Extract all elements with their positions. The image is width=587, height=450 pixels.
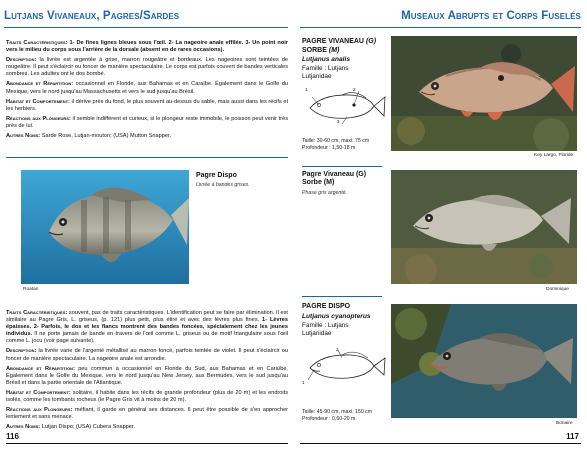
mutton-snapper-photo-illustration xyxy=(391,36,577,151)
cubera-snapper-reef-photo-illustration xyxy=(391,304,577,418)
species1-photo-location: Key Largo, Floride xyxy=(534,153,574,158)
traits2-text-b: 1- Lèvres épaisses. 2- Parfois, le dos et les flancs montrent des bandes foncées, spécialement chez les jeunes individus. xyxy=(6,317,288,338)
autres-paragraph xyxy=(6,133,288,140)
species1-scientific: Lutjanus analis xyxy=(302,56,350,63)
abondance-label: Abondance et Répartition: xyxy=(6,81,74,88)
species1-marker-3: 3 xyxy=(337,119,340,124)
species-separator-1 xyxy=(302,166,382,167)
species3-family2: Lutjanidae xyxy=(302,330,332,337)
species-separator-2 xyxy=(302,296,382,297)
description-text: la livrée est argentée à grise, marron rougeâtre et bordeaux. Les nageoires sont teintées de rougeâtre. Il peut s'éclaircir ou foncer de manière spectaculaire. Le corps est parfois couvert de bandes verticales sombres. Les adultes ont le dos bombé. xyxy=(6,57,288,78)
abondance2-paragraph xyxy=(6,366,288,387)
species3-scientific: Lutjanus cyanopterus xyxy=(302,313,371,320)
silver-snapper-photo-illustration xyxy=(391,170,577,284)
species3-depth: Profondeur : 0,60-20 m xyxy=(302,416,356,422)
traits2-paragraph xyxy=(6,310,288,345)
traits-paragraph xyxy=(6,40,288,54)
abondance-text: occasionnel en Floride, aux Bahamas et en Caraïbe. Également dans le Golfe du Mexique, vers le nord jusqu'au Massachusetts et vers le sud jusqu'au Brésil. xyxy=(6,81,288,95)
abondance2-text: peu commun à occasionnel en Floride du Sud, aux Bahamas et en Caraïbe. Également dans le Golfe du Mexique, vers le nord jusqu'au New Jersey, aux Bermudes, vers le sud jusqu'au Brésil et dans la partie orientale de l'Atlantique. xyxy=(6,365,288,386)
traits2-label: Traits Caractéristiques: xyxy=(6,310,68,316)
page-number-right: 117 xyxy=(566,432,579,441)
top-text-block xyxy=(6,40,288,143)
species1-marker-1: 1 xyxy=(305,87,308,92)
right-header-rule xyxy=(300,27,581,28)
species1-title-b-suffix: (M) xyxy=(328,46,340,54)
species1-fish-diagram xyxy=(302,86,387,126)
left-footer-rule xyxy=(6,443,288,444)
traits-text: 1- De fines lignes bleues sous l'œil. 2- La nageoire anale effilée. 3- Un point noir vers le milieu du corps sous l'arrière de la dorsale (absent en de rares occasions). xyxy=(6,40,288,54)
autres2-label: Autres Noms: xyxy=(6,424,41,431)
species3-size: Taille: 45-90 cm, maxi. 150 cm xyxy=(302,409,373,415)
right-page-header: Museaux Abrupts et Corps Fuselés xyxy=(401,10,581,22)
species3-photo xyxy=(391,304,577,418)
species1-size: Taille: 30-60 cm, maxi. 75 cm xyxy=(302,138,370,144)
abondance2-label: Abondance et Répartition: xyxy=(6,365,75,372)
species1-title-a: PAGRE VIVANEAU xyxy=(302,38,364,45)
traits-label: Traits Caractéristiques: xyxy=(6,40,68,46)
abondance-paragraph xyxy=(6,81,288,95)
species1-title-suffix: (G) xyxy=(365,38,377,45)
reactions2-text: méfiant, il garde en général ses distances. Il peut être possible de s'en approcher lentement et sans menace. xyxy=(6,407,288,421)
description-paragraph xyxy=(6,57,288,78)
autres-label: Autres Noms: xyxy=(6,133,41,140)
species1-family: Famille : Lutjans xyxy=(302,65,349,72)
left-page-header: Lutjans Vivaneaux, Pagres/Sardes xyxy=(4,10,180,22)
reactions-text: il semble indifférent et curieux, si le plongeur reste immobile, le poisson peut venir très près de lui. xyxy=(6,115,288,129)
left-header-rule xyxy=(4,27,288,28)
description2-text: la livrée varie de l'argenté métallisé au marron foncé, parfois teintée de violet. Il peut s'éclaircir ou foncer de manière spectaculaire. La nageoire anale est arrondie. xyxy=(6,348,288,362)
species3-family: Famille : Lutjans xyxy=(302,322,349,329)
species3-photo-location: Bonaire xyxy=(556,421,573,426)
autres2-paragraph xyxy=(6,424,288,431)
species3-title: PAGRE DISPO xyxy=(302,303,351,310)
habitat2-paragraph xyxy=(6,390,288,404)
fish-photo-illustration xyxy=(21,170,189,284)
species2-photo xyxy=(391,170,577,284)
reactions-label: Réactions aux Plongeurs: xyxy=(6,115,71,122)
habitat2-text: solitaire, il habite dans les récifs de grande profondeur (plus de 20 m) et les endroits isolés, comme les tombants rocheux (le Pagre Gris vit à moins de 20 m). xyxy=(6,389,288,404)
reactions-paragraph xyxy=(6,116,288,130)
description2-label: Description: xyxy=(6,348,37,355)
species2-subtitle: Phase gris argenté. xyxy=(302,190,347,196)
section-separator xyxy=(6,157,288,158)
species1-title-b: SORBE xyxy=(302,46,327,54)
habitat-text: il dérive près du fond, le plus souvent au-dessus du sable, mais aussi dans les récifs et les herbiers. xyxy=(6,98,288,112)
cubera-snapper-photo xyxy=(21,170,189,284)
species1-depth: Profondeur : 1,50-18 m xyxy=(302,145,356,151)
species1-marker-2: 2 xyxy=(353,87,356,92)
species2-title: Pagre Vivaneau (G) xyxy=(302,171,367,178)
habitat-label: Habitat et Comportement: xyxy=(6,98,70,105)
habitat2-label: Habitat et Comportement: xyxy=(6,389,71,396)
habitat-paragraph xyxy=(6,99,288,113)
traits2-text-c: Il ne porte jamais de bande en travers de l'œil comme L. griseus ou de motif triangulaire sous l'œil comme L. jocu (voir page suivante). xyxy=(6,331,288,345)
photo-location-caption: Roatan xyxy=(23,287,39,292)
page-number-left: 116 xyxy=(6,432,19,441)
species1-title xyxy=(302,38,376,55)
reactions2-paragraph xyxy=(6,407,288,421)
right-page xyxy=(294,0,587,450)
autres-text: Sarde Rose, Lutjan-mouton; (USA) Mutton Snapper. xyxy=(41,133,172,140)
species2-photo-location: Dominique xyxy=(546,287,569,292)
bottom-text-block xyxy=(6,310,288,434)
right-footer-rule xyxy=(300,443,581,444)
traits2-text-a: souvent, pas de traits caractéristiques. L'identification peut se faire par élimination. Il est similaire au Pagre Gris, L. griseus, (p. 121) plus petit, plus étiré et avec des lèvres plus fines. xyxy=(6,310,288,324)
autres2-text: Lutjan Dispo; (USA) Cubera Snapper. xyxy=(41,424,136,431)
species2-title-b: Sorbe (M) xyxy=(302,179,335,186)
reactions2-label: Réactions aux Plongeurs: xyxy=(6,407,73,414)
species3-fish-diagram xyxy=(302,346,387,386)
photo-subtitle: Livrée à bandes grises. xyxy=(196,182,250,188)
species1-family2: Lutjanidae xyxy=(302,73,332,80)
species1-photo xyxy=(391,36,577,151)
photo-species-title: Pagre Dispo xyxy=(196,172,237,179)
description2-paragraph xyxy=(6,348,288,362)
species3-marker-1: 1 xyxy=(302,380,305,385)
description-label: Description: xyxy=(6,57,37,64)
species3-marker-2: 2 xyxy=(336,347,339,352)
